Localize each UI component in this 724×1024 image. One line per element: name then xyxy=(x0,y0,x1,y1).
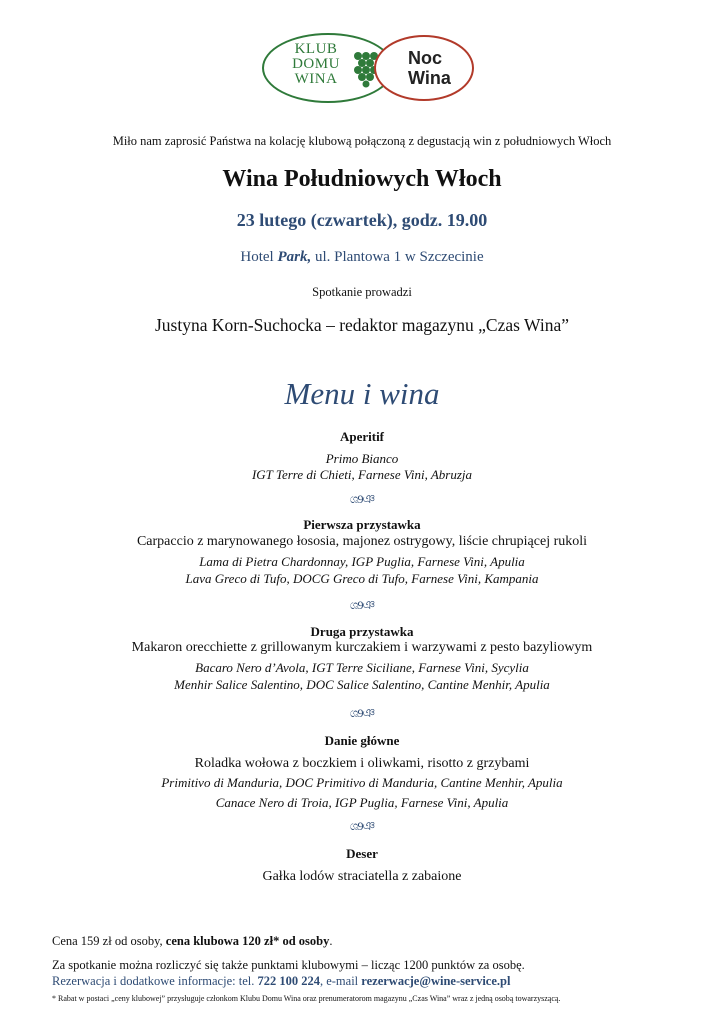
event-title: Wina Południowych Włoch xyxy=(222,166,502,192)
event-venue xyxy=(0,249,724,266)
klub-logo-line3: WINA xyxy=(294,71,338,87)
course-heading-main: Danie główne xyxy=(324,733,400,748)
price-suffix: . xyxy=(329,934,333,948)
contact-prefix: Rezerwacja i dodatkowe informacje: tel. xyxy=(52,974,258,988)
course-heading-dessert: Deser xyxy=(346,846,378,861)
dessert-dish: Gałka lodów straciatella z zabaione xyxy=(262,869,462,884)
main-course-dish: Roladka wołowa z boczkiem i oliwkami, risotto z grzybami xyxy=(194,756,530,771)
venue-hotel-name: Park, xyxy=(277,249,312,265)
price-club: cena klubowa 120 zł* od osoby xyxy=(165,934,330,948)
klub-logo-line2: DOMU xyxy=(292,56,340,72)
first-course-wine-1: Lama di Pietra Chardonnay, IGP Puglia, Farnese Vini, Apulia xyxy=(199,554,525,569)
crescent-moon-icon xyxy=(384,52,406,86)
points-info: Za spotkanie można rozliczyć się także punktami klubowymi – licząc 1200 punktów za osobę. xyxy=(52,958,525,972)
discount-footnote: * Rabat w postaci „ceny klubowej” przysługuje członkom Klubu Domu Wina oraz prenumeratorom magazynu „Czas Wina” wraz z jedną osobą towarzyszącą. xyxy=(52,994,561,1003)
second-course-wine-2: Menhir Salice Salentino, DOC Salice Salentino, Cantine Menhir, Apulia xyxy=(174,677,550,692)
first-course-dish: Carpaccio z marynowanego łososia, majonez ostrygowy, liście chrupiącej rukoli xyxy=(136,534,588,549)
venue-prefix: Hotel xyxy=(240,249,278,265)
ornament-divider: ශ9ঞ xyxy=(349,598,375,612)
host-label: Spotkanie prowadzi xyxy=(312,285,412,299)
contact-phone: 722 100 224 xyxy=(257,974,320,988)
contact-mid: , e-mail xyxy=(319,974,362,988)
price-regular: Cena 159 zł od osoby, xyxy=(52,934,166,948)
main-course-wine-2: Canace Nero di Troia, IGP Puglia, Farnese Vini, Apulia xyxy=(215,795,509,810)
invitation-intro: Miło nam zaprosić Państwa na kolację klubową połączoną z degustacją win z południowych Włoch xyxy=(112,134,612,148)
noc-logo-line1: Noc xyxy=(408,48,443,68)
klub-logo-text xyxy=(276,42,356,87)
first-course-wine-2: Lava Greco di Tufo, DOCG Greco di Tufo, Farnese Vini, Kampania xyxy=(185,571,539,586)
noc-logo-line2: Wina xyxy=(408,68,451,88)
aperitif-wine-name: Primo Bianco xyxy=(325,451,399,466)
course-heading-first: Pierwsza przystawka xyxy=(303,517,421,532)
noc-logo-text xyxy=(408,48,451,88)
course-heading-second: Druga przystawka xyxy=(310,624,414,639)
contact-info xyxy=(52,974,510,989)
course-heading-aperitif: Aperitif xyxy=(339,429,385,444)
ornament-divider: ශ9ঞ xyxy=(349,492,375,506)
aperitif-wine-details: IGT Terre di Chieti, Farnese Vini, Abruzja xyxy=(251,467,473,482)
menu-title: Menu i wina xyxy=(284,376,440,411)
second-course-wine-1: Bacaro Nero d’Avola, IGT Terre Siciliane, Farnese Vini, Sycylia xyxy=(195,660,529,675)
venue-address: ul. Plantowa 1 w Szczecinie xyxy=(311,249,484,265)
ornament-divider: ශ9ঞ xyxy=(349,819,375,833)
event-date: 23 lutego (czwartek), godz. 19.00 xyxy=(236,210,488,230)
second-course-dish: Makaron orecchiette z grillowanym kurczakiem i warzywami z pesto bazyliowym xyxy=(131,640,593,655)
logos-header xyxy=(0,33,724,105)
noc-wina-logo xyxy=(374,35,474,101)
host-name: Justyna Korn-Suchocka – redaktor magazynu „Czas Wina” xyxy=(155,315,569,335)
ornament-divider: ශ9ঞ xyxy=(349,706,375,720)
klub-logo-line1: KLUB xyxy=(294,41,338,57)
contact-email: rezerwacje@wine-service.pl xyxy=(361,974,511,988)
price-info xyxy=(52,934,332,949)
main-course-wine-1: Primitivo di Manduria, DOC Primitivo di Manduria, Cantine Menhir, Apulia xyxy=(161,775,563,790)
